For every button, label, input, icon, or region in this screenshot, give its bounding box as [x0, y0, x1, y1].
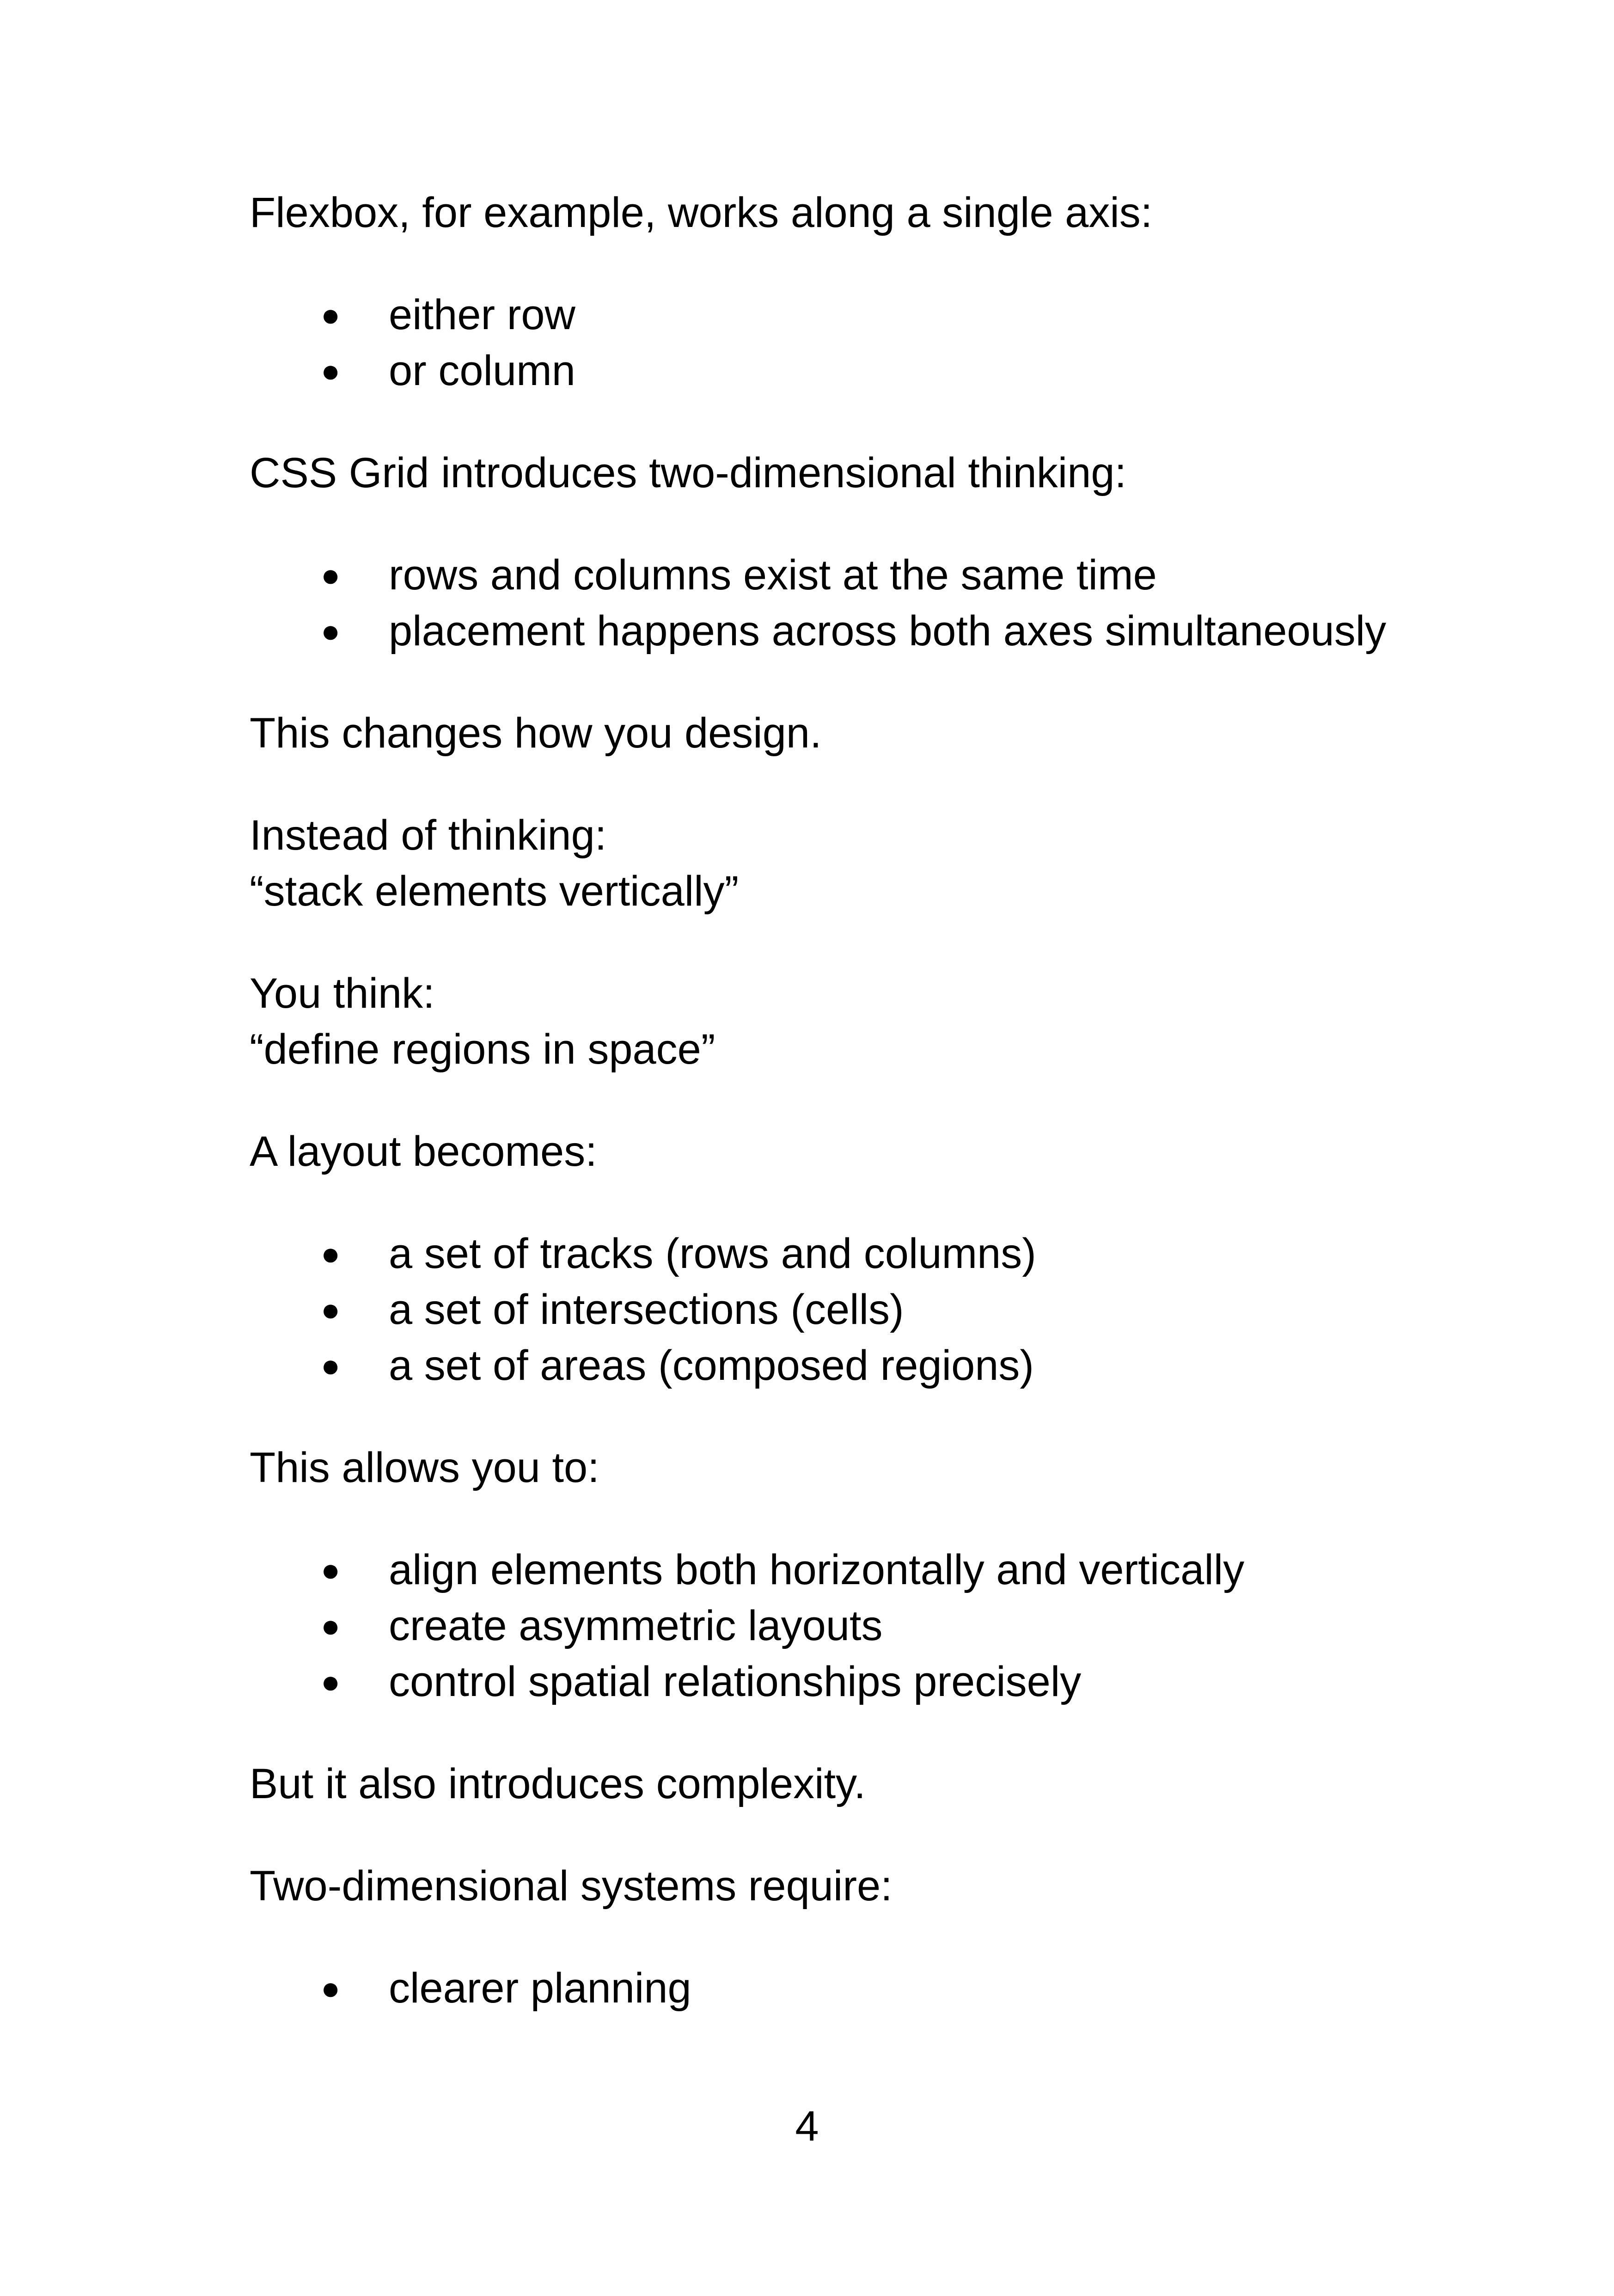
- paragraph-line: “define regions in space”: [250, 1026, 715, 1073]
- paragraph: [250, 808, 1433, 919]
- list-item-text: either row: [389, 291, 575, 338]
- paragraph-line: This allows you to:: [250, 1444, 599, 1491]
- bullet-icon: ●: [321, 297, 341, 333]
- bullet-icon: ●: [321, 1664, 341, 1700]
- bullet-list: [250, 287, 1433, 399]
- list-item: [250, 1654, 1433, 1710]
- bullet-list: [250, 1542, 1433, 1710]
- paragraph: [250, 966, 1433, 1078]
- list-item-text: align elements both horizontally and vertically: [389, 1546, 1245, 1593]
- paragraph: [250, 1858, 1433, 1914]
- list-item-text: control spatial relationships precisely: [389, 1658, 1082, 1705]
- paragraph: [250, 705, 1433, 761]
- paragraph-line: Two-dimensional systems require:: [250, 1862, 893, 1910]
- list-item-text: a set of intersections (cells): [389, 1286, 904, 1333]
- bullet-icon: ●: [321, 353, 341, 389]
- page-number: 4: [795, 2103, 819, 2150]
- list-item-text: placement happens across both axes simultaneously: [389, 607, 1387, 655]
- paragraph-line: But it also introduces complexity.: [250, 1760, 866, 1807]
- bullet-list: [250, 1226, 1433, 1394]
- bullet-list: [250, 547, 1433, 659]
- paragraph: [250, 185, 1433, 241]
- list-item: [250, 603, 1433, 659]
- list-item: [250, 343, 1433, 399]
- list-item: [250, 1338, 1433, 1394]
- list-item-text: rows and columns exist at the same time: [389, 551, 1157, 599]
- bullet-icon: ●: [321, 1292, 341, 1328]
- bullet-icon: ●: [321, 1552, 341, 1588]
- bullet-icon: ●: [321, 557, 341, 593]
- paragraph: [250, 1756, 1433, 1812]
- list-item: [250, 1542, 1433, 1598]
- paragraph-line: CSS Grid introduces two-dimensional thinking:: [250, 449, 1127, 496]
- bullet-icon: ●: [321, 1970, 341, 2006]
- list-item: [250, 1282, 1433, 1338]
- paragraph-line: You think:: [250, 970, 435, 1017]
- list-item: [250, 287, 1433, 343]
- paragraph: [250, 445, 1433, 501]
- list-item: [250, 1960, 1433, 2016]
- paragraph-line: “stack elements vertically”: [250, 868, 739, 915]
- paragraph-line: Instead of thinking:: [250, 812, 607, 859]
- paragraph: [250, 1440, 1433, 1496]
- paragraph-line: A layout becomes:: [250, 1128, 597, 1175]
- list-item-text: a set of areas (composed regions): [389, 1342, 1034, 1389]
- list-item-text: or column: [389, 347, 575, 394]
- bullet-icon: ●: [321, 1608, 341, 1644]
- list-item: [250, 1226, 1433, 1282]
- paragraph-line: Flexbox, for example, works along a single axis:: [250, 189, 1153, 236]
- list-item-text: clearer planning: [389, 1965, 691, 2012]
- list-item: [250, 547, 1433, 603]
- bullet-list: [250, 1960, 1433, 2016]
- bullet-icon: ●: [321, 1236, 341, 1272]
- paragraph-line: This changes how you design.: [250, 710, 822, 757]
- page-body: [250, 185, 1433, 2063]
- bullet-icon: ●: [321, 1347, 341, 1384]
- list-item: [250, 1598, 1433, 1654]
- list-item-text: create asymmetric layouts: [389, 1602, 883, 1649]
- paragraph: [250, 1124, 1433, 1180]
- bullet-icon: ●: [321, 613, 341, 649]
- list-item-text: a set of tracks (rows and columns): [389, 1230, 1036, 1277]
